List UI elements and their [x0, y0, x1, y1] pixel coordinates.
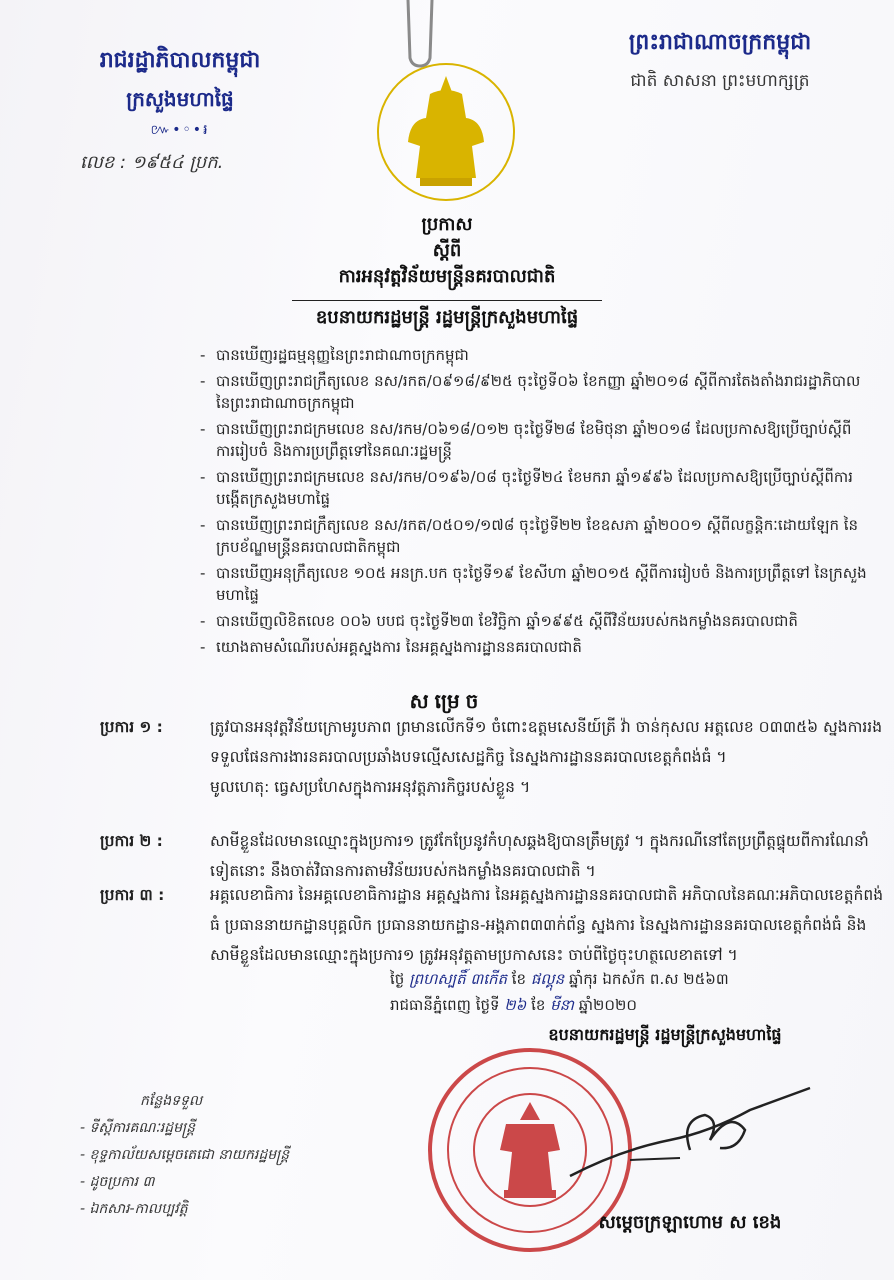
date-block [390, 966, 880, 1018]
signature-title: ឧបនាយករដ្ឋមន្ត្រី រដ្ឋមន្ត្រីក្រសួងមហាផ្ទៃ [548, 1025, 782, 1044]
document-type: ប្រកាស [421, 214, 473, 235]
article-label: ប្រការ ២ : [100, 832, 163, 850]
ministry-name: ក្រសួងមហាផ្ទៃ [126, 87, 234, 111]
article-text: ត្រូវបានអនុវត្តវិន័យក្រោមរូបភាព ព្រមានលើកទី១ ចំពោះឧត្តមសេនីយ៍ត្រី វ៉ា ចាន់កុសល អត្តលេខ ០៣៣៥៦ ស្នងការរងទទួលផែនការងារនគរបាលប្រឆាំងបទល្មើសសេដ្ឋកិច្ច នៃស្នងការដ្ឋាននគរបាលខេត្តកំពង់ធំ ។ [210, 718, 883, 766]
reference-suffix: ប្រក. [189, 152, 224, 173]
list-item: - យោងតាមសំណើរបស់អគ្គស្នងការ នៃអគ្គស្នងការដ្ឋាននគរបាលជាតិ [200, 638, 582, 656]
government-name: រាជរដ្ឋាភិបាលកម្ពុជា [99, 48, 261, 73]
lunar-date: ថ្ងៃ ព្រហស្បតិ៍ ៣កើត ខែ ផល្គុន ឆ្នាំកុរ ឯកស័ក ព.ស ២៥៦៣ [390, 970, 729, 988]
list-item: - ឯកសារ-កាលប្បវត្តិ [80, 1201, 188, 1217]
list-item: - បានឃើញព្រះរាជក្រឹត្យលេខ នស/រកត/០៥០១/១៧៨ ចុះថ្ងៃទី២២ ខែឧសភា ឆ្នាំ២០០១ ស្ដីពីលក្ខន្តិកៈដោយឡែក នៃក្របខ័ណ្ឌមន្ត្រីនគរបាលជាតិកម្ពុជា [200, 516, 859, 556]
article-note: មូលហេតុ: ធ្វេសប្រហែសក្នុងការអនុវត្តភារកិច្ចរបស់ខ្លួន ។ [210, 778, 531, 796]
header-right [600, 28, 840, 95]
list-item: - បានឃើញព្រះរាជក្រមលេខ នស/រកម/០៦១៨/០១២ ចុះថ្ងៃទី២៨ ខែមិថុនា ឆ្នាំ២០១៨ ដែលប្រកាសឱ្យប្រើច្បាប់ស្ដីពីការរៀបចំ និងការប្រព្រឹត្តទៅនៃគណៈរដ្ឋមន្ត្រី [200, 420, 852, 460]
document-subject: ការអនុវត្តវិន័យមន្ត្រីនគរបាលជាតិ [338, 266, 556, 287]
issuer-title: ឧបនាយករដ្ឋមន្ត្រី រដ្ឋមន្ត្រីក្រសួងមហាផ្ទៃ [292, 300, 602, 331]
article-1 [100, 712, 890, 802]
article-3 [100, 880, 890, 970]
visa-list [200, 344, 870, 662]
list-item: - ដូចប្រការ ៣ [80, 1174, 155, 1190]
royal-emblem-icon [372, 58, 520, 206]
reference-value: ១៩៥៤ [131, 152, 184, 173]
list-item: - បានឃើញព្រះរាជក្រឹត្យលេខ នស/រកត/០៩១៨/៩២៥ ចុះថ្ងៃទី០៦ ខែកញ្ញា ឆ្នាំ២០១៨ ស្ដីពីការតែងតាំងរាជរដ្ឋាភិបាល នៃព្រះរាជាណាចក្រកម្ពុជា [200, 372, 861, 412]
header-left [60, 46, 300, 141]
document-about: ស្ដីពី [432, 240, 462, 261]
recipients-list [80, 1088, 360, 1223]
article-text: អគ្គលេខាធិការ នៃអគ្គលេខាធិការដ្ឋាន អគ្គស្នងការ នៃអគ្គស្នងការដ្ឋាននគរបាលជាតិ អភិបាលនៃគណៈអភិបាលខេត្តកំពង់ធំ ប្រធាននាយកដ្ឋានបុគ្គលិក ប្រធាននាយកដ្ឋាន-អង្គភាព៣៣ក់ព័ន្ធ ស្នងការ នៃស្នងការដ្ឋាននគរបាលខេត្តកំពង់ធំ និងសាមីខ្លួនដែលមានឈ្មោះក្នុងប្រការ១ ត្រូវអនុវត្តតាមប្រកាសនេះ ចាប់ពីថ្ងៃចុះហត្ថលេខាតទៅ ។ [210, 886, 884, 964]
list-item: - ខុទ្ទកាល័យសម្ដេចតេជោ នាយករដ្ឋមន្ត្រី [80, 1147, 290, 1163]
list-item: - បានឃើញព្រះរាជក្រមលេខ នស/រកម/០១៩៦/០៨ ចុះថ្ងៃទី២៤ ខែមករា ឆ្នាំ១៩៩៦ ដែលប្រកាសឱ្យប្រើច្បាប់ស្ដីពីការបង្កើតក្រសួងមហាផ្ទៃ [200, 468, 853, 508]
handwritten-signature [560, 1080, 820, 1190]
reference-prefix: លេខ : [80, 152, 127, 173]
national-motto: ជាតិ សាសនា ព្រះមហាក្សត្រ [630, 71, 810, 91]
kingdom-name: ព្រះរាជាណាចក្រកម្ពុជា [628, 30, 812, 55]
title-block [0, 212, 894, 331]
solar-date: រាជធានីភ្នំពេញ ថ្ងៃទី ២៦ ខែ មីនា ឆ្នាំ២០២០ [390, 996, 637, 1014]
article-label: ប្រការ ៣ : [100, 886, 165, 904]
article-label: ប្រការ ១ : [100, 718, 163, 736]
list-item: - បានឃើញរដ្ឋធម្មនុញ្ញនៃព្រះរាជាណាចក្រកម្ពុជា [200, 346, 469, 364]
ornament: ៚•◦•៛ [150, 122, 210, 138]
article-text: សាមីខ្លួនដែលមានឈ្មោះក្នុងប្រការ១ ត្រូវកែប្រែនូវកំហុសឆ្គងឱ្យបានត្រឹមត្រូវ ។ ក្នុងករណីនៅតែប្រព្រឹត្តផ្ទុយពីការណែនាំទៀតនោះ នឹងចាត់វិធានការតាមវិន័យរបស់កងកម្លាំងនគរបាលជាតិ ។ [210, 832, 869, 880]
list-item: - ទីស្ដីការគណៈរដ្ឋមន្ត្រី [80, 1120, 196, 1136]
recipients-heading: កន្លែងទទួល [140, 1093, 203, 1109]
decision-heading: សម្រេច [409, 689, 485, 713]
article-2 [100, 826, 890, 886]
reference-number [80, 150, 223, 177]
signer-name: សម្ដេចក្រឡាហោម ស ខេង [598, 1212, 782, 1233]
list-item: - បានឃើញអនុក្រឹត្យលេខ ១០៥ អនក្រ.បក ចុះថ្ងៃទី១៩ ខែសីហា ឆ្នាំ២០១៥ ស្ដីពីការរៀបចំ និងការប្រព្រឹត្តទៅ នៃក្រសួងមហាផ្ទៃ [200, 564, 867, 604]
list-item: - បានឃើញលិខិតលេខ ០០៦ បបជ ចុះថ្ងៃទី២៣ ខែវិច្ឆិកា ឆ្នាំ១៩៩៥ ស្ដីពីវិន័យរបស់កងកម្លាំងនគរបាលជាតិ [200, 612, 798, 630]
